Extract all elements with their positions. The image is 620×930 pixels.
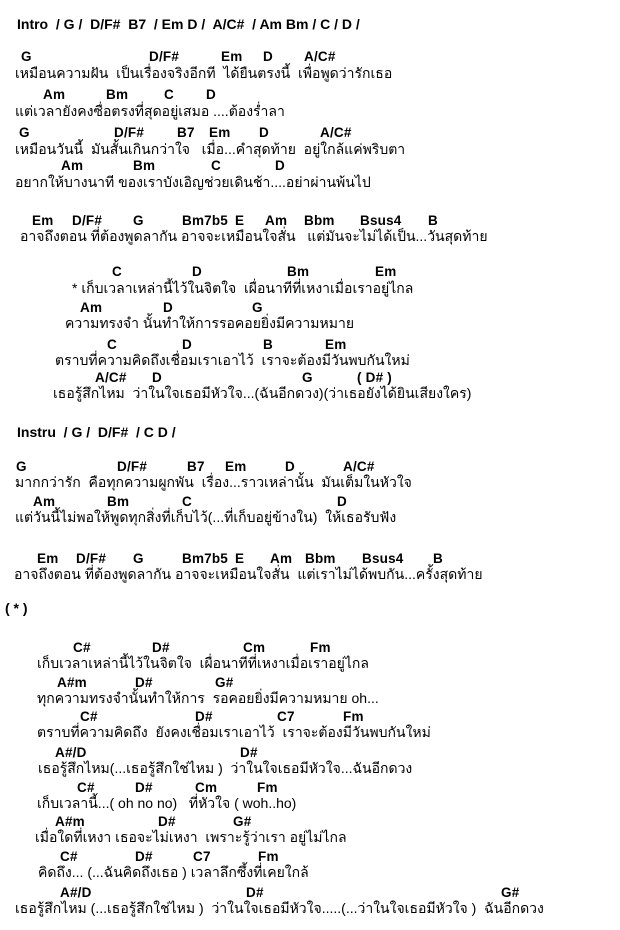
chord-label: Fm (258, 849, 279, 864)
chord-label: B (428, 213, 438, 228)
lyric-text: เธอรู้สึกไหม(...เธอรู้สึกใช่ไหม ) ว่าในใจเธอมีหัวใจ...ฉันอีกดวง (38, 760, 413, 776)
chord-label: D/F# (114, 125, 145, 140)
chord-label: Bsus4 (360, 213, 402, 228)
lyric-text: เก็บเวลาเหล่านี้ไว้ในจิตใจ เผื่อนาทีที่เหงาเมื่อเราอยู่ไกล (37, 655, 369, 671)
chord-label: E (235, 551, 245, 566)
chord-label: Cm (243, 640, 266, 655)
chord-label: C (107, 337, 117, 352)
heading-text: ( * ) (5, 600, 28, 616)
chord-label: Fm (257, 780, 278, 795)
lyric-text: ตราบที่ความคิดถึงเชื่อมเราเอาไว้ เราจะต้องมีวันพบกันใหม่ (55, 352, 410, 368)
chord-label: C (211, 158, 221, 173)
lyric-text: เก็บเวลานี้...( oh no no) ที่หัวใจ ( woh..ho) (37, 795, 297, 811)
lyric-text: ตราบที่ความคิดถึง ยังคงเชื่อมเราเอาไว้ เราจะต้องมีวันพบกันใหม่ (37, 724, 431, 740)
chord-label: A#/D (55, 745, 87, 760)
chord-label: C# (73, 640, 91, 655)
lyric-line (0, 472, 620, 490)
lyric-text: อาจถึงตอน ที่ต้องพูดลากัน อาจจะเหมือนใจสั่น แต่มันจะไม่ได้เป็น...วันสุดท้าย (20, 228, 488, 244)
chord-label: Am (80, 300, 103, 315)
chord-label: D (163, 300, 173, 315)
chord-label: Bm (133, 158, 156, 173)
lyric-line (0, 653, 620, 671)
chord-label: G# (215, 675, 234, 690)
lyric-text: เหมือนความฝัน เป็นเรื่องจริงอีกที ได้ยืนตรงนี้ เพื่อพูดว่ารักเธอ (15, 65, 393, 81)
chord-label: Bbm (304, 213, 335, 228)
lyric-text: คิดถึง... (...ฉันคิดถึงเธอ ) เวลาลึกซึ้งที่เคยใกล้ (38, 864, 309, 880)
chord-label: D (337, 494, 347, 509)
lyric-line (0, 758, 620, 776)
lyric-line (0, 313, 620, 331)
chord-label: Bm7b5 (182, 551, 229, 566)
lyric-text: เธอรู้สึกไหม ว่าในใจเธอมีหัวใจ...(ฉันอีกดวง)(ว่าเธอยังได้ยินเสียงใคร) (53, 385, 472, 401)
chord-label: B (263, 337, 273, 352)
chord-label: Bbm (305, 551, 336, 566)
lyric-text: เธอรู้สึกไหม (...เธอรู้สึกใช่ไหม ) ว่าในใจเธอมีหัวใจ.....(...ว่าในใจเธอมีหัวใจ ) ฉันอีกดวง (15, 900, 544, 916)
chord-label: D# (152, 640, 170, 655)
chord-label: A/C# (343, 459, 375, 474)
chord-label: G (21, 49, 32, 64)
chord-label: D# (195, 709, 213, 724)
chord-label: D# (135, 780, 153, 795)
lyric-line (0, 350, 620, 368)
lyric-line (0, 793, 620, 811)
chord-label: C# (80, 709, 98, 724)
heading-text: Instru / G / D/F# / C D / (17, 424, 176, 440)
lyric-line (0, 862, 620, 880)
chord-label: B7 (177, 125, 195, 140)
section-heading (0, 424, 620, 442)
lyric-line (0, 226, 620, 244)
lyric-line (0, 63, 620, 81)
chord-label: D (263, 49, 273, 64)
chord-label: Bm (106, 87, 129, 102)
chord-label: Fm (343, 709, 364, 724)
chord-label: Am (270, 551, 293, 566)
lyric-text: ความทรงจำ นั้นทำให้การรอคอยยิ่งมีความหมาย (65, 315, 355, 331)
chord-label: C# (60, 849, 78, 864)
chord-label: G (302, 370, 313, 385)
chord-label: Em (325, 337, 347, 352)
chord-label: Am (43, 87, 66, 102)
chord-label: D (192, 264, 202, 279)
lyric-line (0, 101, 620, 119)
chord-label: Em (32, 213, 54, 228)
lyric-text: มากกว่ารัก คือทุกความผูกพัน เรื่อง...ราวเหล่านั้น มันเต็มในหัวใจ (15, 474, 412, 490)
lyric-line (0, 722, 620, 740)
chord-label: D# (246, 885, 264, 900)
chord-label: Em (221, 49, 243, 64)
chord-label: B7 (187, 459, 205, 474)
chord-label: G (16, 459, 27, 474)
lyric-text: อาจถึงตอน ที่ต้องพูดลากัน อาจจะเหมือนใจสั่น แต่เราไม่ได้พบกัน...ครั้งสุดท้าย (14, 566, 483, 582)
chord-label: Am (33, 494, 56, 509)
chord-label: Em (209, 125, 231, 140)
chord-label: Cm (195, 780, 218, 795)
chord-label: D# (158, 814, 176, 829)
chord-label: E (235, 213, 245, 228)
lyric-line (0, 688, 620, 706)
chord-label: A/C# (320, 125, 352, 140)
chord-label: D# (135, 675, 153, 690)
chord-label: Bm7b5 (182, 213, 229, 228)
chord-label: G (252, 300, 263, 315)
chord-label: G (133, 213, 144, 228)
chord-label: C (164, 87, 174, 102)
chord-label: Fm (310, 640, 331, 655)
lyric-text: ทุกความทรงจำนั้นทำให้การ รอคอยยิ่งมีความหมาย oh... (37, 690, 379, 706)
chord-label: G# (501, 885, 520, 900)
chord-label: Em (375, 264, 397, 279)
chord-label: A#/D (60, 885, 92, 900)
chord-label: D/F# (76, 551, 107, 566)
lyric-line (0, 898, 620, 916)
chord-label: A/C# (304, 49, 336, 64)
chord-label: D/F# (72, 213, 103, 228)
section-heading (0, 600, 620, 618)
heading-text: Intro / G / D/F# B7 / Em D / A/C# / Am Bm / C / D / (17, 16, 360, 32)
lyric-line (0, 278, 620, 296)
chord-label: C (112, 264, 122, 279)
chord-label: D (259, 125, 269, 140)
chord-label: ( D# ) (357, 370, 392, 385)
chord-label: G (19, 125, 30, 140)
lyric-text: เหมือนวันนี้ มันสั้นเกินกว่าใจ เมื่อ...คำสุดท้าย อยู่ใกล้แค่พริบตา (15, 141, 406, 157)
chord-label: Bsus4 (362, 551, 404, 566)
lyric-line (0, 827, 620, 845)
chord-label: Em (225, 459, 247, 474)
chord-label: C7 (193, 849, 211, 864)
lyric-line (0, 172, 620, 190)
chord-label: Em (37, 551, 59, 566)
lyric-text: * เก็บเวลาเหล่านี้ไว้ในจิตใจ เผื่อนาทีที่เหงาเมื่อเราอยู่ไกล (72, 280, 414, 296)
chord-label: D (206, 87, 216, 102)
chord-label: D/F# (149, 49, 180, 64)
chord-label: D/F# (117, 459, 148, 474)
chord-label: D (152, 370, 162, 385)
chord-label: Am (61, 158, 84, 173)
chord-label: D (182, 337, 192, 352)
lyric-line (0, 564, 620, 582)
chord-label: C (182, 494, 192, 509)
lyric-text: เมื่อใดที่เหงา เธอจะไม่เหงา เพราะรู้ว่าเรา อยู่ไม่ไกล (35, 829, 347, 845)
chord-label: C# (77, 780, 95, 795)
chord-label: C7 (277, 709, 295, 724)
chord-label: A#m (57, 675, 87, 690)
chord-label: D# (135, 849, 153, 864)
chord-label: A/C# (95, 370, 127, 385)
lyric-text: แต่เวลายังคงซื่อตรงที่สุดอยู่เสมอ ....ต้องร่ำลา (15, 103, 285, 119)
chord-label: Bm (287, 264, 310, 279)
chord-label: D (285, 459, 295, 474)
lyric-line (0, 383, 620, 401)
chord-label: A#m (55, 814, 85, 829)
lyric-text: อยากให้บางนาที ของเราบังเอิญช่วยเดินช้า....อย่าผ่านพ้นไป (15, 174, 371, 190)
lyric-text: แต่วันนี้ไม่พอให้พูดทุกสิ่งที่เก็บไว้(...ที่เก็บอยู่ข้างใน) ให้เธอรับฟัง (15, 509, 397, 525)
chord-label: Am (265, 213, 288, 228)
chord-label: D (275, 158, 285, 173)
chord-label: D# (240, 745, 258, 760)
chord-label: G# (233, 814, 252, 829)
chord-label: Bm (107, 494, 130, 509)
lyric-line (0, 507, 620, 525)
chord-label: G (133, 551, 144, 566)
lyric-line (0, 139, 620, 157)
chord-label: B (433, 551, 443, 566)
section-heading (0, 16, 620, 34)
